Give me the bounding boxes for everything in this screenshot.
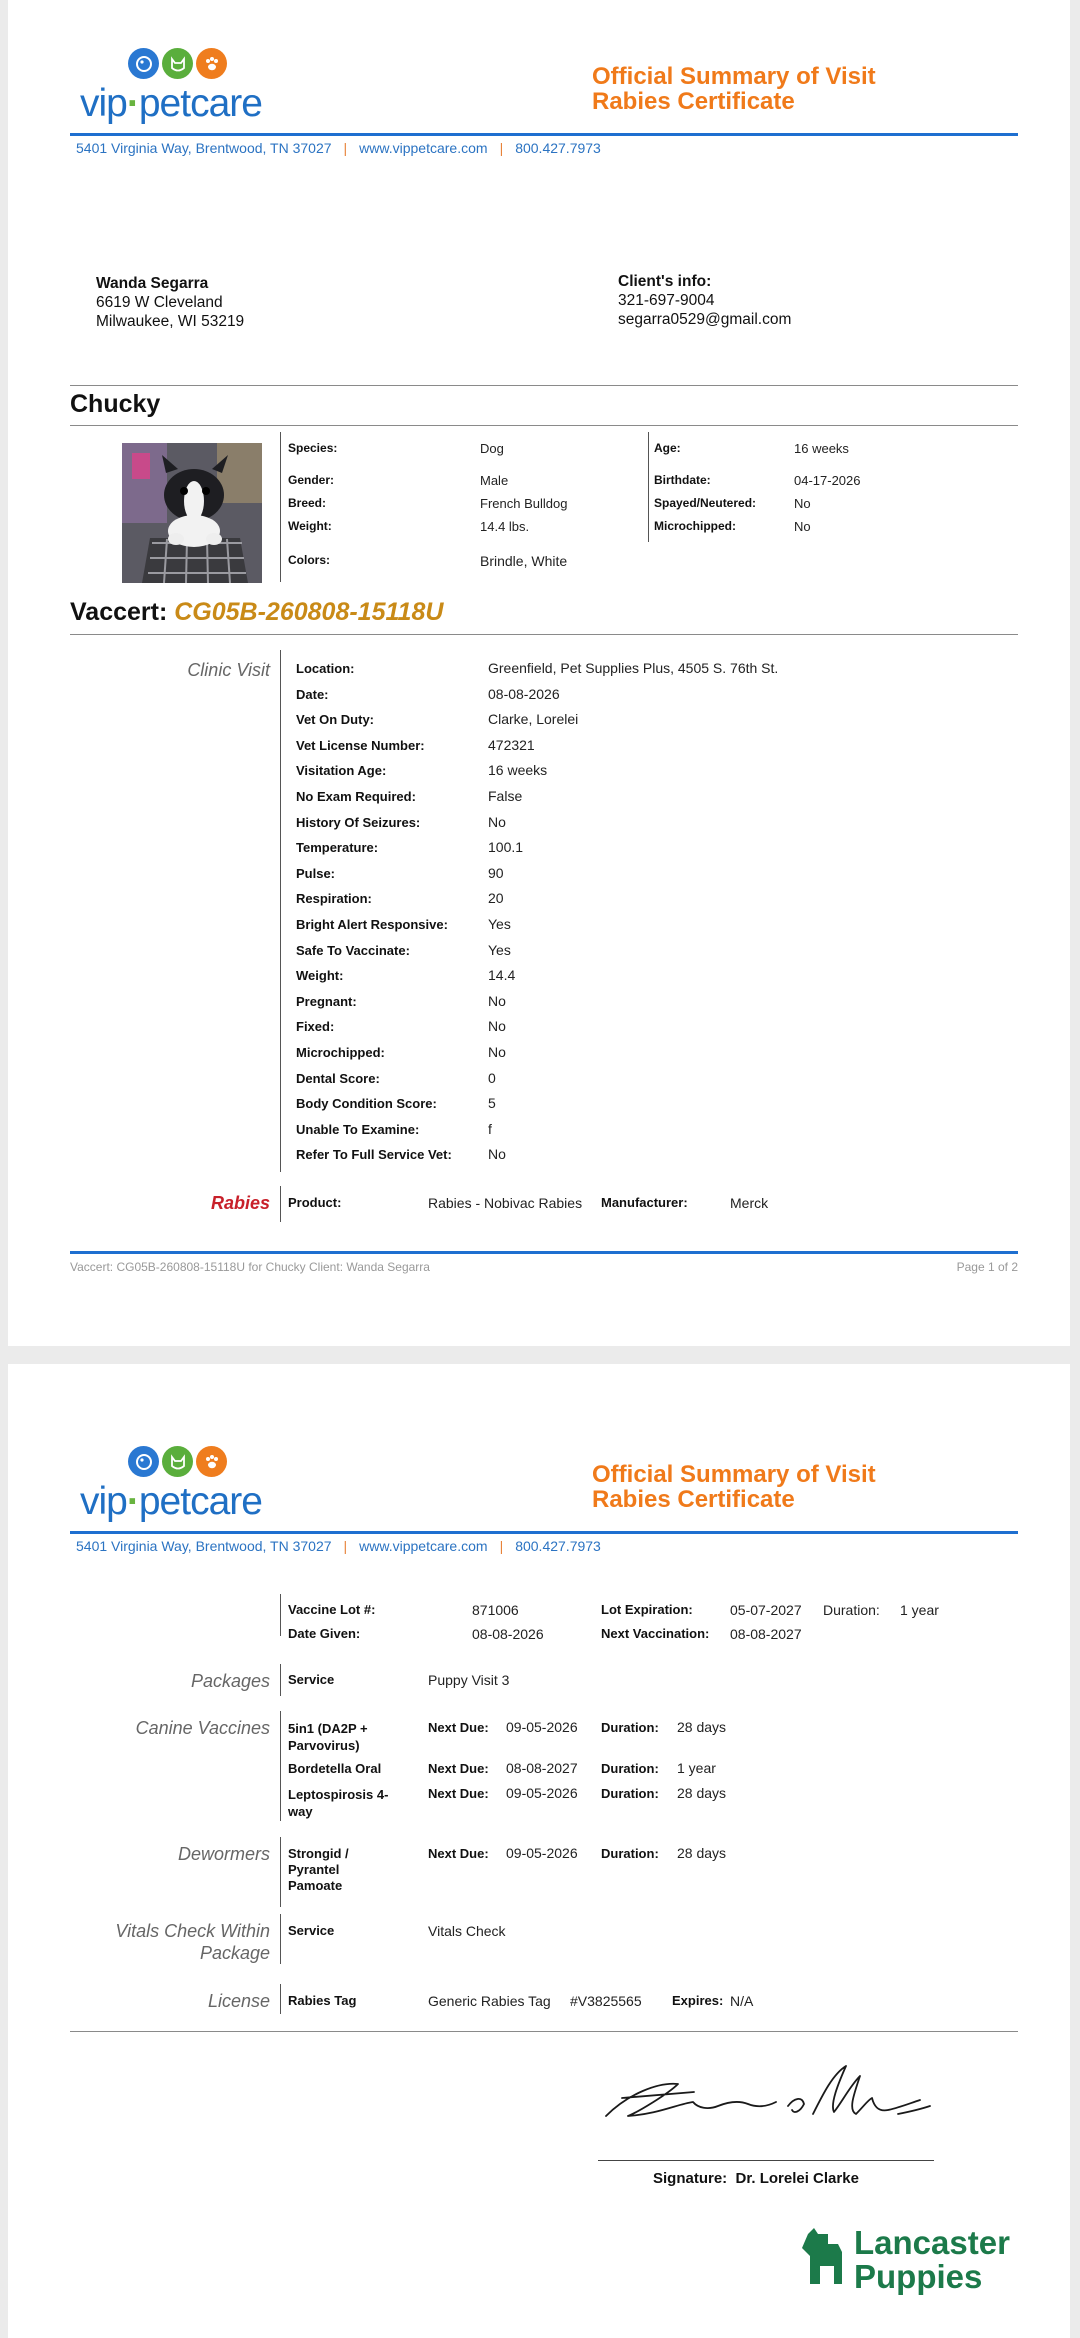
spayed-label: Spayed/Neutered: [654, 496, 757, 510]
client-info [618, 272, 791, 329]
spayed-value: No [794, 496, 811, 511]
owner-city: Milwaukee, WI 53219 [96, 313, 245, 330]
pet-photo [122, 443, 262, 583]
section-divider [280, 1837, 281, 1907]
clinic-field-value: Greenfield, Pet Supplies Plus, 4505 S. 76th St. [488, 660, 779, 676]
cat-icon [162, 48, 193, 79]
clinic-field-label: Unable To Examine: [296, 1122, 420, 1137]
duration-label: Duration: [601, 1786, 659, 1801]
client-email: segarra0529@gmail.com [618, 311, 792, 328]
expires-label: Expires: [672, 1993, 724, 2008]
lot-expiration-label: Lot Expiration: [601, 1602, 693, 1617]
clinic-field-value: 90 [488, 865, 504, 881]
clinic-field-value: False [488, 788, 523, 804]
license-section-label: License [207, 1991, 270, 2011]
phone-text: 800.427.7973 [515, 140, 601, 156]
product-label: Product: [288, 1195, 342, 1210]
clinic-field-label: Dental Score: [296, 1071, 380, 1086]
lot-expiration-value: 05-07-2027 [730, 1602, 802, 1618]
next-due-value: 09-05-2026 [506, 1719, 578, 1735]
clinic-field-label: Visitation Age: [296, 763, 387, 778]
clinic-field-label: Refer To Full Service Vet: [296, 1147, 452, 1162]
vaccine-name: Leptospirosis 4-way [288, 1787, 389, 1819]
duration-label: Duration: [823, 1602, 880, 1618]
next-due-value: 08-08-2027 [506, 1760, 578, 1776]
breed-label: Breed: [288, 496, 327, 510]
duration-value: 1 year [900, 1602, 939, 1618]
vaccine-lot-label: Vaccine Lot #: [288, 1602, 376, 1617]
handwritten-signature [598, 2054, 938, 2134]
vaccert-id: CG05B-260808-15118U [174, 598, 444, 626]
clinic-field-label: Weight: [296, 968, 344, 983]
column-divider [648, 432, 649, 542]
clinic-field-label: Pregnant: [296, 994, 357, 1009]
clinic-field-value: No [488, 1018, 506, 1034]
vaccine-name: Bordetella Oral [288, 1761, 382, 1776]
birthdate-value: 04-17-2026 [794, 473, 861, 488]
owner-street: 6619 W Cleveland [96, 294, 223, 311]
divider [70, 634, 1018, 635]
clinic-field-label: Date: [296, 687, 329, 702]
clinic-field-value: Clarke, Lorelei [488, 711, 579, 727]
gender-value: Male [480, 473, 509, 488]
divider [70, 2031, 1018, 2032]
clinic-field-label: Safe To Vaccinate: [296, 943, 410, 958]
clinic-field-value: Yes [488, 916, 511, 932]
duration-value: 28 days [677, 1719, 727, 1735]
next-vaccination-label: Next Vaccination: [601, 1626, 710, 1641]
expires-value: N/A [730, 1993, 754, 2009]
lancaster-puppies-text: Lancaster Puppies [854, 2224, 1010, 2295]
section-divider [280, 1594, 281, 1636]
address-text: 5401 Virginia Way, Brentwood, TN 37027 [76, 140, 332, 156]
date-given-value: 08-08-2026 [472, 1626, 544, 1642]
owner-name: Wanda Segarra [96, 275, 209, 292]
product-value: Rabies - Nobivac Rabies [428, 1195, 583, 1211]
date-given-label: Date Given: [288, 1626, 361, 1641]
paw-icon [196, 48, 227, 79]
clinic-field-value: 08-08-2026 [488, 686, 560, 702]
clinic-field-value: 472321 [488, 737, 535, 753]
certificate-page-1 [8, 0, 1070, 1346]
clinic-field-value: 14.4 [488, 967, 516, 983]
birthdate-label: Birthdate: [654, 473, 711, 487]
document-title: Official Summary of Visit Rabies Certificate [592, 63, 876, 115]
species-value: Dog [480, 441, 504, 456]
vitals-section-label: Vitals Check Within Package [115, 1921, 270, 1963]
packages-section-label: Packages [190, 1671, 270, 1691]
colors-value: Brindle, White [480, 553, 568, 569]
dewormer-name: Strongid / Pyrantel Pamoate [288, 1846, 349, 1893]
column-divider [280, 432, 281, 582]
rabies-section-label: Rabies [210, 1193, 270, 1213]
vitals-service-value: Vitals Check [428, 1923, 506, 1939]
species-label: Species: [288, 441, 338, 455]
vaccine-lot-value: 871006 [472, 1602, 519, 1618]
bird-paw-icon [128, 48, 159, 79]
clinic-field-value: 16 weeks [488, 762, 548, 778]
rabies-tag-label: Rabies Tag [288, 1993, 357, 2008]
vaccine-name: 5in1 (DA2P + Parvovirus) [288, 1721, 368, 1753]
clinic-field-label: Temperature: [296, 840, 379, 855]
section-divider [280, 1664, 281, 1696]
owner-address [96, 274, 244, 331]
duration-label: Duration: [601, 1761, 659, 1776]
signature-caption: Signature: Dr. Lorelei Clarke [653, 2170, 859, 2187]
client-info-label: Client's info: [618, 273, 712, 290]
signature-line [598, 2160, 934, 2161]
microchipped-value: No [794, 519, 811, 534]
dog-silhouette-icon [798, 2226, 848, 2286]
section-divider [280, 1914, 281, 1964]
cat-icon [162, 1446, 193, 1477]
paw-icon [196, 1446, 227, 1477]
rabies-tag-value: Generic Rabies Tag [428, 1993, 551, 2009]
bird-paw-icon [128, 1446, 159, 1477]
age-value: 16 weeks [794, 441, 849, 456]
canine-vaccines-section-label: Canine Vaccines [135, 1718, 270, 1738]
vaccert-heading: Vaccert: CG05B-260808-15118U [70, 598, 444, 626]
clinic-field-value: No [488, 814, 506, 830]
clinic-field-value: Yes [488, 942, 511, 958]
clinic-field-label: Pulse: [296, 866, 336, 881]
section-divider [280, 1984, 281, 2014]
weight-label: Weight: [288, 519, 332, 533]
manufacturer-label: Manufacturer: [601, 1195, 688, 1210]
website-link[interactable]: www.vippetcare.com [359, 140, 488, 156]
clinic-field-label: Respiration: [296, 891, 372, 906]
document-title: Official Summary of Visit Rabies Certificate [592, 1461, 876, 1513]
manufacturer-value: Merck [730, 1195, 769, 1211]
duration-value: 28 days [677, 1845, 727, 1861]
weight-value: 14.4 lbs. [480, 519, 530, 534]
section-divider [280, 650, 281, 1172]
certificate-page-2 [8, 1364, 1070, 2338]
contact-line: 5401 Virginia Way, Brentwood, TN 37027 | www.vippetcare.com | 800.427.7973 [76, 1538, 601, 1554]
next-due-label: Next Due: [428, 1846, 489, 1861]
section-divider [280, 1186, 281, 1222]
website-link[interactable]: www.vippetcare.com [359, 1538, 488, 1554]
clinic-field-label: Body Condition Score: [296, 1096, 437, 1111]
address-text: 5401 Virginia Way, Brentwood, TN 37027 [76, 1538, 332, 1554]
age-label: Age: [654, 441, 681, 455]
duration-label: Duration: [601, 1846, 659, 1861]
clinic-field-value: No [488, 993, 506, 1009]
client-phone: 321-697-9004 [618, 292, 715, 309]
next-due-label: Next Due: [428, 1720, 489, 1735]
breed-value: French Bulldog [480, 496, 568, 511]
gender-label: Gender: [288, 473, 335, 487]
phone-text: 800.427.7973 [515, 1538, 601, 1554]
packages-service-label: Service [288, 1672, 335, 1687]
logo-wordmark: vip·petcare [80, 82, 262, 125]
clinic-field-value: No [488, 1044, 506, 1060]
vitals-service-label: Service [288, 1923, 335, 1938]
footer-text: Vaccert: CG05B-260808-15118U for Chucky Client: Wanda Segarra [70, 1260, 430, 1274]
vip-petcare-logo [80, 48, 300, 128]
next-due-label: Next Due: [428, 1786, 489, 1801]
microchipped-label: Microchipped: [654, 519, 737, 533]
colors-label: Colors: [288, 553, 330, 567]
clinic-field-value: f [488, 1121, 492, 1137]
clinic-field-label: Location: [296, 661, 355, 676]
signer-name: Dr. Lorelei Clarke [735, 2170, 859, 2187]
packages-service-value: Puppy Visit 3 [428, 1672, 510, 1688]
next-due-value: 09-05-2026 [506, 1785, 578, 1801]
vip-petcare-logo [80, 1446, 300, 1526]
dewormers-section-label: Dewormers [177, 1844, 270, 1864]
clinic-field-value: 20 [488, 890, 504, 906]
footer-rule [70, 1251, 1018, 1254]
rabies-tag-number: #V3825565 [570, 1993, 642, 2009]
duration-value: 28 days [677, 1785, 727, 1801]
clinic-field-label: History Of Seizures: [296, 815, 421, 830]
clinic-field-value: 0 [488, 1070, 496, 1086]
header-rule [70, 133, 1018, 136]
lancaster-puppies-logo [798, 2224, 1038, 2304]
page-number: Page 1 of 2 [956, 1260, 1018, 1274]
clinic-field-label: No Exam Required: [296, 789, 416, 804]
clinic-visit-section-label: Clinic Visit [187, 660, 270, 680]
duration-value: 1 year [677, 1760, 716, 1776]
clinic-field-value: 100.1 [488, 839, 524, 855]
divider [70, 425, 1018, 426]
logo-wordmark: vip·petcare [80, 1480, 262, 1523]
clinic-field-value: 5 [488, 1095, 496, 1111]
clinic-field-value: No [488, 1146, 506, 1162]
clinic-field-label: Microchipped: [296, 1045, 385, 1060]
contact-line: 5401 Virginia Way, Brentwood, TN 37027 | www.vippetcare.com | 800.427.7973 [76, 140, 601, 156]
duration-label: Duration: [601, 1720, 659, 1735]
clinic-field-label: Bright Alert Responsive: [296, 917, 448, 932]
divider [70, 385, 1018, 386]
next-due-value: 09-05-2026 [506, 1845, 578, 1861]
header-rule [70, 1531, 1018, 1534]
pet-name: Chucky [70, 390, 161, 418]
clinic-field-label: Vet License Number: [296, 738, 425, 753]
section-divider [280, 1711, 281, 1821]
clinic-field-label: Vet On Duty: [296, 712, 375, 727]
next-due-label: Next Due: [428, 1761, 489, 1776]
clinic-field-label: Fixed: [296, 1019, 335, 1034]
next-vaccination-value: 08-08-2027 [730, 1626, 802, 1642]
